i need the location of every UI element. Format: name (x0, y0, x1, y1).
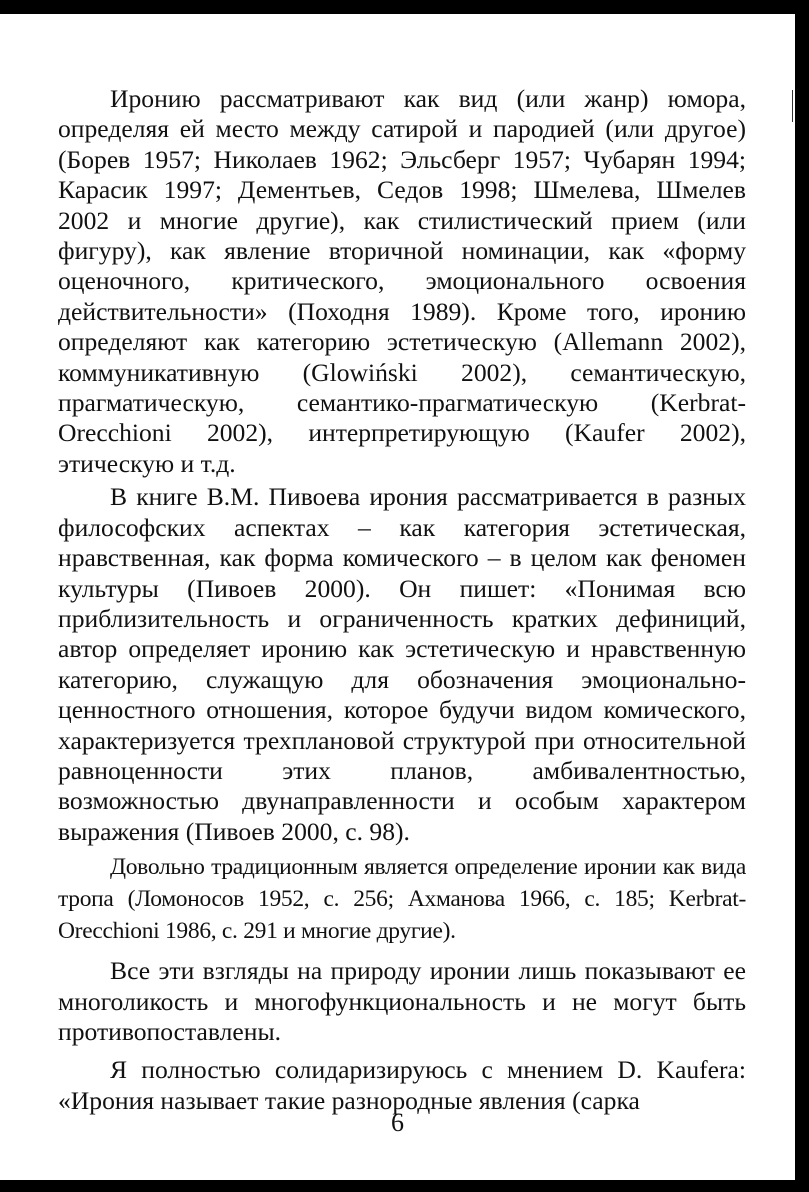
scan-edge-mark (792, 90, 793, 122)
page-number: 6 (391, 1108, 404, 1137)
paragraph-1: Иронию рассматривают как вид (или жанр) юмора, определяя ей место между сатирой и пародией (или другое) (Борев 1957; Николаев 1962; Эльсберг 1957; Чубарян 1994; Карасик 1997; Дементьев, Седов 1998; Шмелева, Шмелев 2002 и многие другие), как стилистический прием (или фигуру), как явление вторичной номинации, как «форму оценочного, критического, эмоционального освоения действительности» (Походня 1989). Кроме того, иронию определяют как категорию эстетическую (Allemann 2002), коммуникативную (Glowiński 2002), семантическую, прагматическую, семантико-прагматическую (Kerbrat-Orecchioni 2002), интерпретирующую (Kaufer 2002), этическую и т.д. (58, 84, 746, 478)
book-page (0, 14, 795, 1180)
paragraph-4: Все эти взгляды на природу иронии лишь показывают ее многоликость и многофункциональность и не могут быть противопоставлены. (58, 956, 746, 1046)
body-text (58, 84, 746, 1116)
paragraph-2: В книге В.М. Пивоева ирония рассматривается в разных философских аспектах – как категория эстетическая, нравственная, как форма комического – в целом как феномен культуры (Пивоев 2000). Он пишет: «Понимая всю приблизительность и ограниченность кратких дефиниций, автор определяет иронию как эстетическую и нравственную категорию, служащую для обозначения эмоционально-ценностного отношения, которое будучи видом комического, характеризуется трехплановой структурой при относительной равноценности этих планов, амбивалентностью, возможностью двунаправленности и особым характером выражения (Пивоев 2000, с. 98). (58, 482, 746, 846)
paragraph-5: Я полностью солидаризируюсь с мнением D. Kaufera: «Ирония называет такие разнородные явления (сарка (58, 1055, 746, 1115)
paragraph-3: Довольно традиционным является определение иронии как вида тропа (Ломоносов 1952, с. 256; Ахманова 1966, с. 185; Kerbrat-Orecchioni 1986, с. 291 и многие другие). (58, 854, 746, 945)
